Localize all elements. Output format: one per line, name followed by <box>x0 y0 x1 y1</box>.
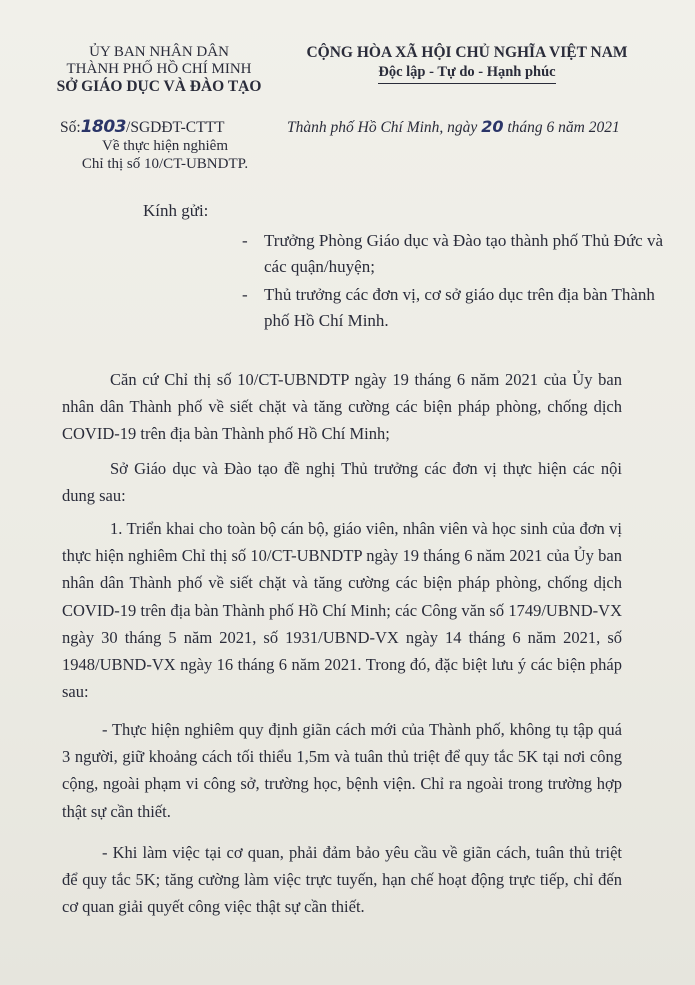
national-motto: Độc lập - Tự do - Hạnh phúc <box>378 62 555 84</box>
date-line <box>287 117 620 137</box>
subject-line-1: Về thực hiện nghiêm <box>101 138 228 154</box>
recipient-text: Thủ trưởng các đơn vị, cơ sở giáo dục trên địa bàn Thành phố Hồ Chí Minh. <box>264 285 655 330</box>
issuer-line-1: ỦY BAN NHÂN DÂN <box>89 44 229 60</box>
subject-block <box>60 137 270 173</box>
date-suffix: tháng 6 năm 2021 <box>507 119 620 136</box>
issuer-line-2: THÀNH PHỐ HỒ CHÍ MINH <box>66 61 252 77</box>
recipient-dash: - <box>242 285 248 304</box>
body-bullet-1: - Thực hiện nghiêm quy định giãn cách mới của Thành phố, không tụ tập quá 3 người, giữ khoảng cách tối thiểu 1,5m và tuân thủ triệt để quy tắc 5K tại nơi công cộng, ngoài phạm vi công sở, trường học, bệnh viện. Chỉ ra ngoài trong trường hợp thật sự cần thiết. <box>62 720 622 821</box>
salutation: Kính gửi: <box>143 201 209 220</box>
body-bullet-2: - Khi làm việc tại cơ quan, phải đảm bảo yêu cầu về giãn cách, tuân thủ triệt để quy tắc 5K; tăng cường làm việc trực tuyến, hạn chế hoạt động trực tiếp, chỉ đến cơ quan giải quyết công việc thật sự cần thiết. <box>62 843 622 917</box>
body-paragraph-3: 1. Triển khai cho toàn bộ cán bộ, giáo viên, nhân viên và học sinh của đơn vị thực hiện nghiêm Chỉ thị số 10/CT-UBNDTP ngày 19 tháng 6 năm 2021 của Ủy ban nhân dân Thành phố về siết chặt và tăng cường các biện pháp phòng, chống dịch COVID-19 trên địa bàn Thành phố Hồ Chí Minh; các Công văn số 1749/UBND-VX ngày 30 tháng 5 năm 2021, số 1931/UBND-VX ngày 14 tháng 6 năm 2021, số 1948/UBND-VX ngày 16 tháng 6 năm 2021. Trong đó, đặc biệt lưu ý các biện pháp sau: <box>62 519 622 702</box>
doc-number-suffix: /SGDĐT-CTTT <box>126 119 225 136</box>
body-paragraph-2: Sở Giáo dục và Đào tạo đề nghị Thủ trưởng các đơn vị thực hiện các nội dung sau: <box>62 459 622 506</box>
recipient-dash: - <box>242 231 248 250</box>
recipient-text: Trưởng Phòng Giáo dục và Đào tạo thành phố Thủ Đức và các quận/huyện; <box>264 231 664 276</box>
body-paragraph-1: Căn cứ Chỉ thị số 10/CT-UBNDTP ngày 19 tháng 6 năm 2021 của Ủy ban nhân dân Thành phố về siết chặt và tăng cường các biện pháp phòng, chống dịch COVID-19 trên địa bàn Thành phố Hồ Chí Minh; <box>62 370 622 444</box>
issuer-line-3: SỞ GIÁO DỤC VÀ ĐÀO TẠO <box>56 78 262 95</box>
doc-number-prefix: Số: <box>60 119 81 136</box>
national-title: CỘNG HÒA XÃ HỘI CHỦ NGHĨA VIỆT NAM <box>306 44 628 61</box>
date-prefix: Thành phố Hồ Chí Minh, ngày <box>287 119 478 136</box>
issuer-block <box>44 44 274 95</box>
doc-number-handwritten: 1803 <box>80 117 127 137</box>
date-day-handwritten: 20 <box>481 117 504 136</box>
document-number <box>60 117 224 137</box>
national-motto-block <box>282 44 652 84</box>
subject-line-2: Chỉ thị số 10/CT-UBNDTP. <box>81 156 249 172</box>
